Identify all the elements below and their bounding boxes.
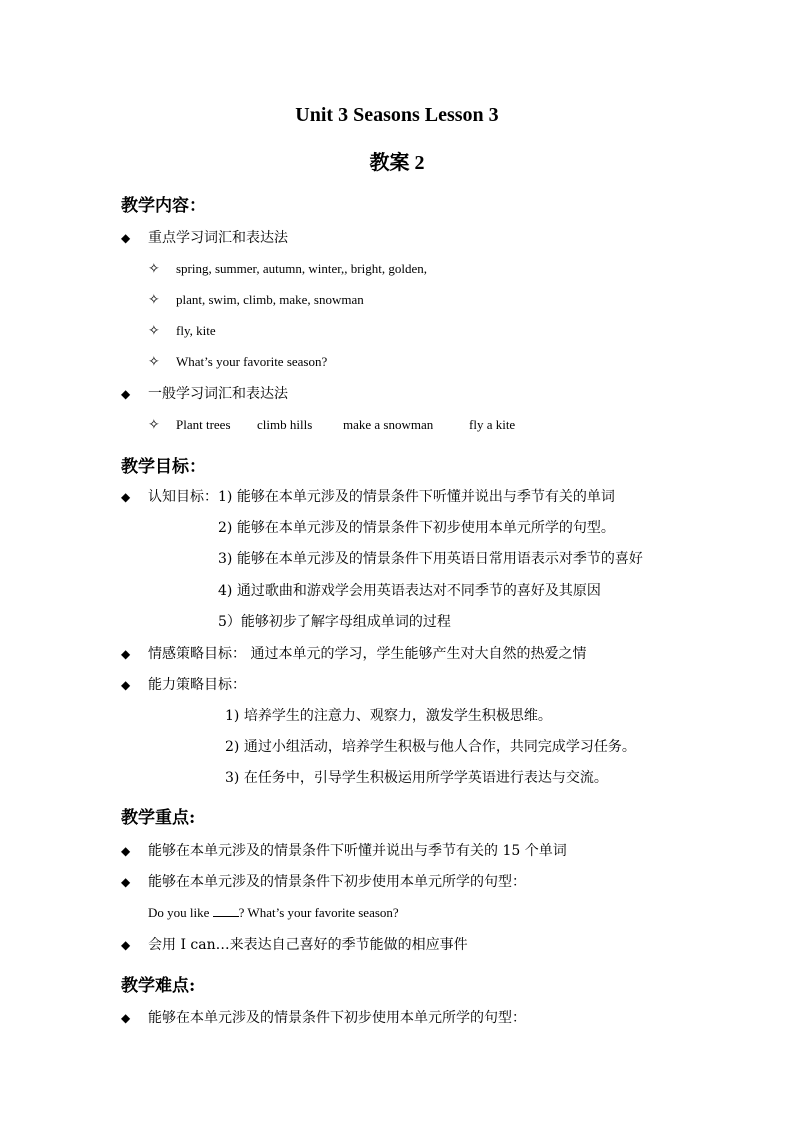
bullet-icon: ◆ [121,387,131,401]
ability-goal-3: 3) 在任务中，引导学生积极运用所学学英语进行表达与交流。 [225,770,608,786]
phrase-fly-kite: fly a kite [469,417,516,432]
ability-label: 能力策略目标： [148,677,246,693]
ability-goal-2: 2) 通过小组活动，培养学生积极与他人合作，共同完成学习任务。 [225,739,636,755]
sentence-pattern-part-a: Do you like [148,905,210,920]
vocab-line-3: fly, kite [176,323,216,338]
vocab-line-4: What’s your favorite season? [176,354,328,369]
cognitive-goal-1: 1) 能够在本单元涉及的情景条件下听懂并说出与季节有关的单词 [218,489,615,505]
sub-bullet-icon: ✧ [148,323,160,339]
vocab-line-1: spring, summer, autumn, winter,, bright, golden, [176,261,427,276]
section-heading-goals: 教学目标： [121,457,206,477]
bullet-icon: ◆ [121,938,131,952]
cognitive-goal-4: 4) 通过歌曲和游戏学会用英语表达对不同季节的喜好及其原因 [218,583,601,599]
cognitive-goal-5: 5）能够初步了解字母组成单词的过程 [218,614,451,630]
key-point-1: 能够在本单元涉及的情景条件下听懂并说出与季节有关的 15 个单词 [148,843,567,859]
sub-bullet-icon: ✧ [148,354,160,370]
section-heading-difficulties: 教学难点: [121,976,196,996]
difficulty-1: 能够在本单元涉及的情景条件下初步使用本单元所学的句型： [148,1010,526,1026]
key-point-3: 会用 I can…来表达自己喜好的季节能做的相应事件 [148,937,468,953]
sub-bullet-icon: ✧ [148,417,160,433]
bullet-icon: ◆ [121,490,131,504]
key-point-2: 能够在本单元涉及的情景条件下初步使用本单元所学的句型： [148,874,526,890]
fill-in-blank [213,904,239,917]
section-heading-content: 教学内容： [121,196,206,216]
sub-bullet-icon: ✧ [148,292,160,308]
bullet-icon: ◆ [121,647,131,661]
phrase-plant-trees: Plant trees [176,417,231,432]
document-subtitle: 教案 2 [369,152,425,174]
bullet-icon: ◆ [121,875,131,889]
ability-goal-1: 1) 培养学生的注意力、观察力，激发学生积极思维。 [225,708,552,724]
sentence-pattern [148,904,399,922]
cognitive-goal-2: 2) 能够在本单元涉及的情景条件下初步使用本单元所学的句型。 [218,520,615,536]
content-item-key-vocab: 重点学习词汇和表达法 [148,230,288,246]
cognitive-goal-3: 3) 能够在本单元涉及的情景条件下用英语日常用语表示对季节的喜好 [218,551,643,567]
cognitive-label: 认知目标： [148,489,218,505]
sentence-pattern-part-b: ? What’s your favorite season? [238,905,399,920]
content-item-general-vocab: 一般学习词汇和表达法 [148,386,288,402]
bullet-icon: ◆ [121,231,131,245]
vocab-line-2: plant, swim, climb, make, snowman [176,292,364,307]
bullet-icon: ◆ [121,1011,131,1025]
phrase-climb-hills: climb hills [257,417,313,432]
sub-bullet-icon: ✧ [148,261,160,277]
bullet-icon: ◆ [121,844,131,858]
bullet-icon: ◆ [121,678,131,692]
document-title: Unit 3 Seasons Lesson 3 [295,104,499,126]
phrase-make-snowman: make a snowman [343,417,434,432]
section-heading-key-points: 教学重点: [121,808,196,828]
emotion-goal: 情感策略目标： 通过本单元的学习，学生能够产生对大自然的热爱之情 [148,646,587,662]
